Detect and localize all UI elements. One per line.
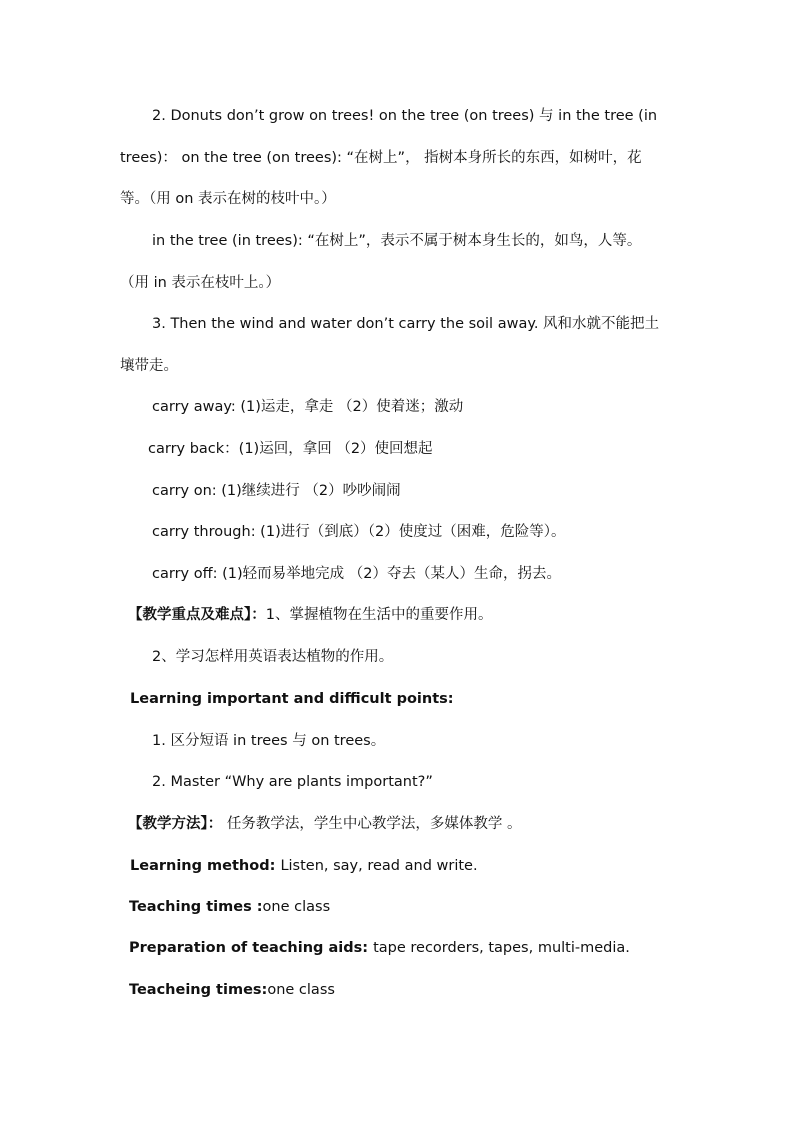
teacheing-times-label: Teacheing times: — [129, 982, 268, 998]
phrase-carry-on: carry on: (1)继续进行 （2）吵吵闹闹 — [152, 483, 401, 499]
note-2-line-1: 2. Donuts don’t grow on trees! on the tree (on trees) 与 in the tree (in — [152, 108, 658, 124]
method-en-label: Learning method: — [130, 858, 281, 874]
teaching-aids-line — [129, 938, 630, 958]
method-heading: 【教学方法】： — [128, 816, 223, 832]
focus-line — [128, 605, 492, 625]
note-2-line-2: trees)： on the tree (on trees): “在树上”， 指树本身所长的东西，如树叶，花 — [120, 150, 642, 166]
teaching-times-label: Teaching times : — [129, 899, 263, 915]
method-line — [128, 814, 521, 834]
note-3-line-1: 3. Then the wind and water don’t carry the soil away. 风和水就不能把土 — [152, 316, 660, 332]
phrase-carry-through: carry through: (1)进行（到底）（2）使度过（困难，危险等）。 — [152, 524, 566, 540]
phrase-carry-away: carry away: (1)运走，拿走 （2）使着迷；激动 — [152, 399, 464, 415]
method-value: 任务教学法，学生中心教学法，多媒体教学 。 — [222, 816, 522, 832]
phrase-carry-back: carry back：(1)运回，拿回 （2）使回想起 — [148, 441, 433, 457]
focus-en-item-2: 2. Master “Why are plants important?” — [152, 774, 433, 790]
focus-item-2: 2、学习怎样用英语表达植物的作用。 — [152, 649, 394, 665]
teaching-aids-value: tape recorders, tapes, multi-media. — [373, 940, 630, 956]
teaching-times-line — [129, 897, 330, 917]
focus-en-label: Learning important and difficult points: — [130, 691, 454, 707]
note-2-line-4: in the tree (in trees): “在树上”，表示不属于树本身生长的，如鸟，人等。 — [152, 233, 642, 249]
method-en-line — [130, 856, 478, 876]
teacheing-times-value: one class — [267, 982, 335, 998]
note-2-line-3: 等。（用 on 表示在树的枝叶中。） — [120, 191, 336, 207]
focus-item-1: 1、掌握植物在生活中的重要作用。 — [265, 607, 493, 623]
focus-en-item-1: 1. 区分短语 in trees 与 on trees。 — [152, 733, 386, 749]
method-en-value: Listen, say, read and write. — [280, 858, 478, 874]
teacheing-times-line — [129, 980, 335, 1000]
note-3-line-2: 壤带走。 — [120, 358, 178, 374]
phrase-carry-off: carry off: (1)轻而易举地完成 （2）夺去（某人）生命，拐去。 — [152, 566, 561, 582]
teaching-aids-label: Preparation of teaching aids: — [129, 940, 374, 956]
note-2-line-5: （用 in 表示在枝叶上。） — [120, 275, 281, 291]
teaching-times-value: one class — [262, 899, 331, 915]
focus-heading: 【教学重点及难点】： — [128, 607, 266, 623]
